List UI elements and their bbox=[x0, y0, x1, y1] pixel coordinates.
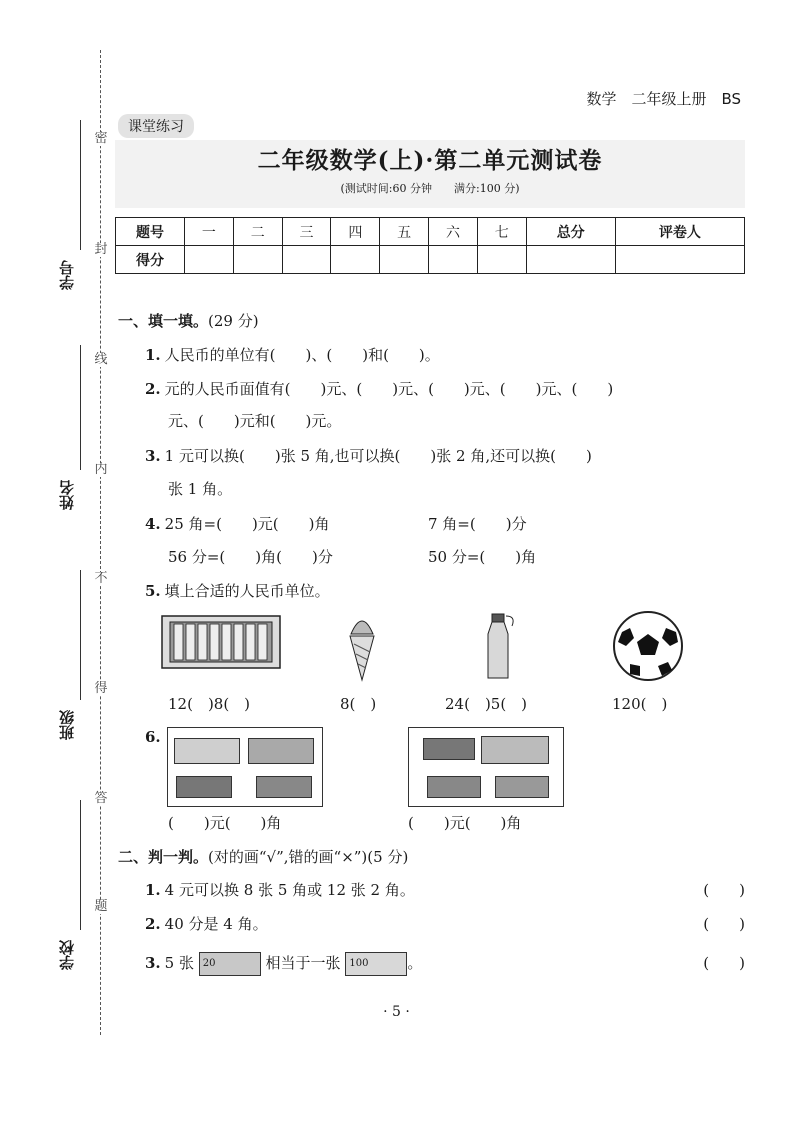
q6-answer-right[interactable]: ( )元( )角 bbox=[408, 814, 522, 832]
table-header-cell: 总分 bbox=[526, 218, 615, 246]
seal-char: 题 bbox=[94, 899, 108, 914]
question-text: 。 bbox=[407, 954, 423, 972]
table-header-cell: 三 bbox=[282, 218, 331, 246]
page-number: · 5 · bbox=[383, 1004, 410, 1020]
table-header-cell: 评卷人 bbox=[615, 218, 744, 246]
table-header-cell: 五 bbox=[380, 218, 429, 246]
question-3 bbox=[145, 445, 592, 466]
question-text: 4 元可以换 8 张 5 角或 12 张 2 角。 bbox=[164, 881, 415, 899]
banknote-value: 100 bbox=[349, 958, 369, 969]
question-number: 1. bbox=[145, 881, 161, 899]
football-image bbox=[612, 610, 684, 682]
id-write-line[interactable] bbox=[80, 120, 81, 250]
question-text: 相当于一张 bbox=[265, 954, 341, 972]
question-number: 1. bbox=[145, 346, 161, 364]
chalk-box-image bbox=[160, 612, 282, 670]
section2-heading bbox=[118, 846, 408, 867]
q5-answer-bottle[interactable]: 24( )5( ) bbox=[445, 695, 528, 713]
banknote-100-image bbox=[345, 952, 407, 976]
q5-answer-ball[interactable]: 120( ) bbox=[612, 695, 668, 713]
question-number: 2. bbox=[145, 915, 161, 933]
question-text: 元的人民币面值有( )元、( )元、( )元、( )元、( ) bbox=[164, 380, 614, 398]
question-4b: 7 角=( )分 bbox=[428, 515, 527, 533]
score-cell[interactable] bbox=[526, 246, 615, 274]
question-4 bbox=[145, 513, 330, 534]
subject-header: 数学 二年级上册 BS bbox=[586, 90, 741, 108]
question-2 bbox=[145, 378, 613, 399]
seal-char: 答 bbox=[94, 791, 108, 806]
school-label: 学校 bbox=[58, 940, 76, 970]
seal-char: 封 bbox=[94, 242, 108, 257]
table-header-cell: 六 bbox=[429, 218, 478, 246]
table-header-cell: 四 bbox=[331, 218, 380, 246]
banknote-image bbox=[481, 736, 549, 764]
question-number: 4. bbox=[145, 515, 161, 533]
question-4c: 56 分=( )角( )分 bbox=[168, 548, 333, 566]
name-label: 姓名 bbox=[58, 480, 76, 510]
ice-cream-image bbox=[345, 612, 379, 682]
score-cell[interactable] bbox=[429, 246, 478, 274]
question-text: 40 分是 4 角。 bbox=[164, 915, 268, 933]
answer-paren[interactable]: ( ) bbox=[703, 881, 745, 899]
table-header-cell: 七 bbox=[477, 218, 526, 246]
score-cell[interactable] bbox=[233, 246, 282, 274]
score-cell[interactable] bbox=[185, 246, 234, 274]
seal-char: 不 bbox=[94, 571, 108, 586]
banknote-image bbox=[423, 738, 475, 760]
score-cell[interactable] bbox=[282, 246, 331, 274]
seal-char: 得 bbox=[94, 681, 108, 696]
question-number: 6. bbox=[145, 728, 161, 746]
seal-char: 线 bbox=[94, 352, 108, 367]
money-box-right bbox=[408, 727, 564, 807]
score-table bbox=[115, 217, 745, 274]
banknote-20-image bbox=[199, 952, 261, 976]
question-text: 填上合适的人民币单位。 bbox=[164, 582, 330, 600]
banknote-value: 20 bbox=[202, 958, 216, 969]
class-label: 班级 bbox=[58, 710, 76, 740]
question-4d: 50 分=( )角 bbox=[428, 548, 537, 566]
water-bottle-image bbox=[480, 612, 520, 682]
name-write-line[interactable] bbox=[80, 345, 81, 470]
banknote-image bbox=[256, 776, 312, 798]
question-text: 5 张 bbox=[164, 954, 194, 972]
question-2-continued: 元、( )元和( )元。 bbox=[168, 412, 342, 430]
question-number: 5. bbox=[145, 582, 161, 600]
q6-answer-left[interactable]: ( )元( )角 bbox=[168, 814, 282, 832]
binding-dashed-line bbox=[100, 50, 101, 1035]
section1-title: 一、填一填。 bbox=[118, 312, 209, 330]
question-text: 25 角=( )元( )角 bbox=[164, 515, 330, 533]
question-number: 3. bbox=[145, 954, 161, 972]
score-cell[interactable] bbox=[380, 246, 429, 274]
question-number: 2. bbox=[145, 380, 161, 398]
score-cell[interactable] bbox=[477, 246, 526, 274]
page-title: 二年级数学(上)·第二单元测试卷 bbox=[257, 147, 603, 174]
answer-paren[interactable]: ( ) bbox=[703, 954, 745, 972]
q5-answer-icecream[interactable]: 8( ) bbox=[340, 695, 377, 713]
student-id-label: 学号 bbox=[58, 260, 76, 290]
question-1 bbox=[145, 344, 440, 365]
seal-char: 内 bbox=[94, 462, 108, 477]
score-cell[interactable] bbox=[615, 246, 744, 274]
section1-points: (29 分) bbox=[208, 312, 259, 330]
question-number: 3. bbox=[145, 447, 161, 465]
answer-paren[interactable]: ( ) bbox=[703, 915, 745, 933]
banknote-image bbox=[174, 738, 240, 764]
section1-heading bbox=[118, 310, 259, 331]
section2-points: (对的画“√”,错的画“×”)(5 分) bbox=[208, 848, 409, 866]
score-cell[interactable] bbox=[331, 246, 380, 274]
judge-item-3 bbox=[145, 952, 745, 976]
money-box-left bbox=[167, 727, 323, 807]
section2-title: 二、判一判。 bbox=[118, 848, 209, 866]
q5-answer-chalk[interactable]: 12( )8( ) bbox=[168, 695, 251, 713]
banknote-image bbox=[176, 776, 232, 798]
class-write-line[interactable] bbox=[80, 570, 81, 700]
banknote-image bbox=[495, 776, 549, 798]
question-6 bbox=[145, 728, 165, 746]
question-5 bbox=[145, 580, 330, 601]
practice-tag: 课堂练习 bbox=[118, 114, 194, 138]
question-text: 人民币的单位有( )、( )和( )。 bbox=[164, 346, 440, 364]
table-row bbox=[116, 246, 745, 274]
seal-char: 密 bbox=[94, 131, 108, 146]
score-row-label: 得分 bbox=[116, 246, 185, 274]
table-header-cell: 二 bbox=[233, 218, 282, 246]
question-3-continued: 张 1 角。 bbox=[168, 480, 233, 498]
table-row bbox=[116, 218, 745, 246]
banknote-image bbox=[427, 776, 481, 798]
banknote-image bbox=[248, 738, 314, 764]
judge-item-1 bbox=[145, 879, 745, 900]
exam-info: (测试时间:60 分钟 满分:100 分) bbox=[340, 182, 520, 195]
table-header-cell: 一 bbox=[185, 218, 234, 246]
judge-item-2 bbox=[145, 913, 745, 934]
question-text: 1 元可以换( )张 5 角,也可以换( )张 2 角,还可以换( ) bbox=[164, 447, 592, 465]
school-write-line[interactable] bbox=[80, 800, 81, 930]
table-header-cell: 题号 bbox=[116, 218, 185, 246]
